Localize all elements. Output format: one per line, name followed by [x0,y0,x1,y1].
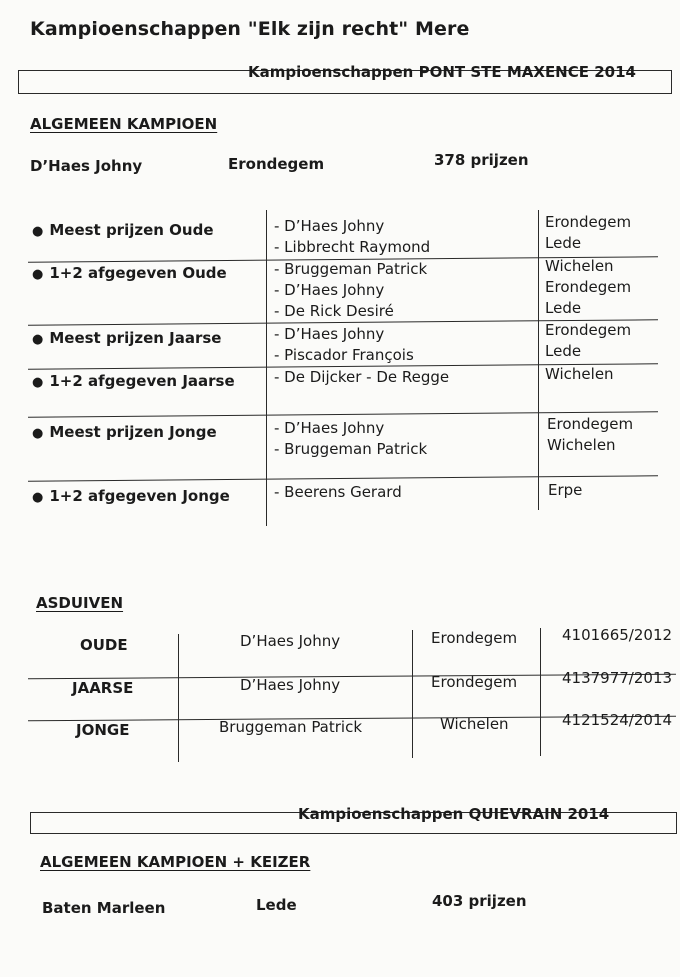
asduiven-name: Bruggeman Patrick [219,718,363,736]
asduiven-category: OUDE [80,636,128,654]
category-place: Erondegem [545,278,632,296]
category-name: - D’Haes Johny [274,419,385,437]
category-names [274,418,427,460]
general-champion-place: Erondegem [228,155,325,173]
general-champion-prizes: 403 prijzen [432,892,527,910]
category-names [274,482,402,503]
category-name: - Bruggeman Patrick [274,260,428,278]
asduiven-divider [540,628,541,756]
banner-title-pont-ste-maxence: Kampioenschappen PONT STE MAXENCE 2014 [248,63,636,81]
asduiven-ring: 4121524/2014 [562,711,673,729]
category-place: Lede [545,342,582,360]
category-names [274,216,430,258]
category-name: - De Rick Desiré [274,302,394,320]
asduiven-name: D’Haes Johny [240,632,341,650]
category-name: - De Dijcker - De Regge [274,368,450,386]
category-name: - D’Haes Johny [274,281,385,299]
category-names [274,259,427,322]
category-place: Wichelen [545,365,614,383]
category-place: Lede [545,234,582,252]
category-place: Erpe [548,481,583,499]
category-place: Erondegem [545,213,632,231]
category-label: ● 1+2 afgegeven Jaarse [32,372,235,390]
asduiven-ring: 4101665/2012 [562,626,673,644]
category-name: - Bruggeman Patrick [274,440,428,458]
asduiven-divider [178,634,179,762]
general-champion-name: D’Haes Johny [30,157,143,175]
bullet-icon: ● [32,267,44,282]
asduiven-category: JONGE [76,721,130,739]
banner-title-quievrain: Kampioenschappen QUIEVRAIN 2014 [298,805,610,823]
category-place: Lede [545,299,582,317]
asduiven-place: Erondegem [431,673,518,691]
category-places [548,480,582,501]
bullet-icon: ● [32,490,44,505]
category-label: ● 1+2 afgegeven Oude [32,264,227,282]
bullet-icon: ● [32,224,44,239]
category-places [547,414,633,456]
category-label: ● 1+2 afgegeven Jonge [32,487,230,505]
asduiven-place: Wichelen [440,715,509,733]
category-place: Erondegem [545,321,632,339]
asduiven-name: D’Haes Johny [240,676,341,694]
category-place: Erondegem [547,415,634,433]
category-name: - D’Haes Johny [274,217,385,235]
category-name: - Beerens Gerard [274,483,402,501]
category-name: - D’Haes Johny [274,325,385,343]
category-label: ● Meest prijzen Jaarse [32,329,222,347]
asduiven-heading: ASDUIVEN [36,594,124,612]
asduiven-category: JAARSE [72,679,134,697]
asduiven-place: Erondegem [431,629,518,647]
category-names [274,324,414,366]
category-name: - Libbrecht Raymond [274,238,431,256]
general-champion-name: Baten Marleen [42,899,166,917]
category-places [545,364,614,385]
category-table-divider-right [538,210,539,510]
asduiven-divider [412,630,413,758]
category-place: Wichelen [547,436,616,454]
general-champion-place: Lede [256,896,297,914]
bullet-icon: ● [32,426,44,441]
asduiven-ring: 4137977/2013 [562,669,673,687]
bullet-icon: ● [32,375,44,390]
category-places [545,212,631,254]
general-champion-keizer-heading: ALGEMEEN KAMPIOEN + KEIZER [40,853,311,871]
category-place: Wichelen [545,257,614,275]
category-places [545,320,631,362]
category-places [545,256,631,319]
category-label: ● Meest prijzen Oude [32,221,214,239]
category-names [274,367,449,388]
page-title: Kampioenschappen "Elk zijn recht" Mere [30,18,470,40]
general-champion-heading: ALGEMEEN KAMPIOEN [30,115,218,133]
general-champion-prizes: 378 prijzen [434,151,529,169]
bullet-icon: ● [32,332,44,347]
category-name: - Piscador François [274,346,414,364]
category-label: ● Meest prijzen Jonge [32,423,217,441]
